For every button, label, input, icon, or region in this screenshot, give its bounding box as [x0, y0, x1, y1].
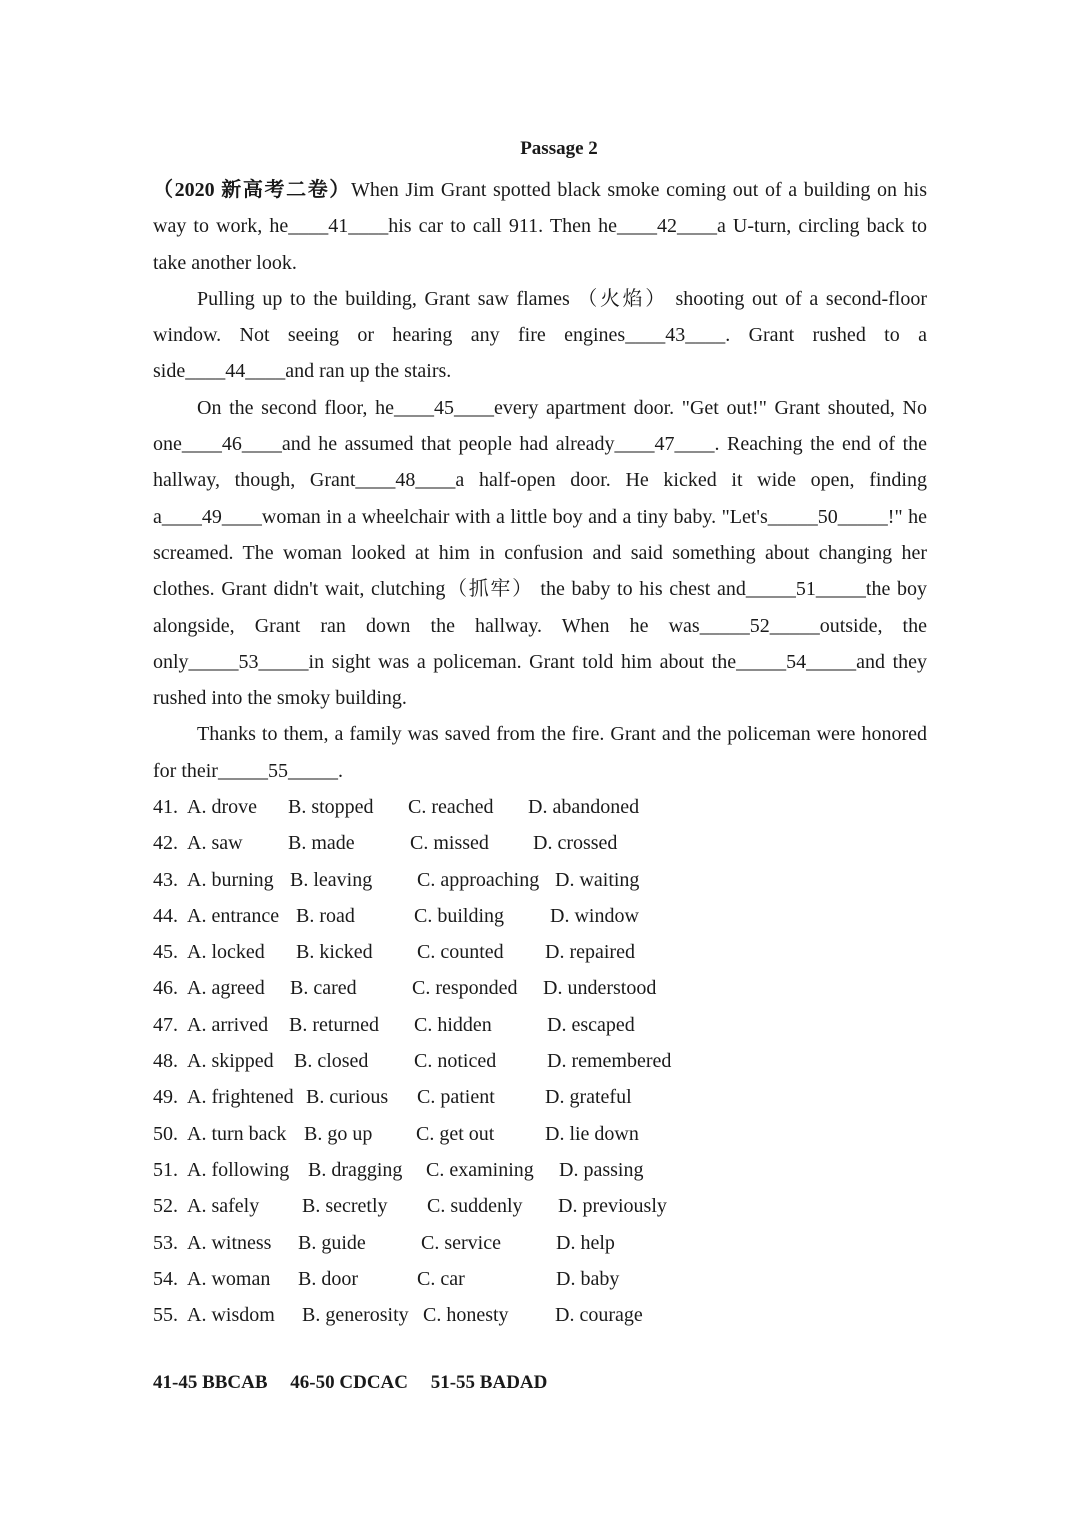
option-b: B. guide	[298, 1231, 366, 1254]
option-row	[153, 1188, 927, 1224]
option-d: D. crossed	[533, 832, 618, 855]
option-c: C. missed	[410, 832, 489, 855]
option-a: A. turn back	[187, 1122, 287, 1145]
option-d: D. courage	[555, 1304, 643, 1327]
paragraph-4: Thanks to them, a family was saved from the fire. Grant and the policeman were honored for their_____55_____.	[153, 723, 927, 782]
question-number: 41.	[153, 796, 178, 818]
option-c: C. noticed	[414, 1050, 497, 1073]
option-row	[153, 934, 927, 970]
option-b: B. returned	[289, 1013, 379, 1036]
option-d: D. help	[556, 1231, 615, 1254]
question-number: 55.	[153, 1304, 178, 1327]
option-row	[153, 789, 927, 825]
option-row	[153, 1225, 927, 1261]
option-a: A. agreed	[187, 977, 265, 1000]
source-label: （2020 新高考二卷）	[153, 179, 351, 201]
question-number: 43.	[153, 868, 178, 891]
option-b: B. secretly	[302, 1195, 388, 1218]
option-b: B. door	[298, 1267, 358, 1290]
option-a: A. following	[187, 1158, 290, 1181]
option-a: A. skipped	[187, 1050, 274, 1073]
option-c: C. patient	[417, 1086, 495, 1109]
option-a: A. safely	[187, 1195, 260, 1218]
option-row	[153, 898, 927, 934]
option-d: D. passing	[559, 1158, 644, 1181]
option-c: C. car	[417, 1267, 465, 1290]
option-a: A. locked	[187, 941, 265, 964]
option-row	[153, 1007, 927, 1043]
option-row	[153, 862, 927, 898]
answer-group: 46-50 CDCAC	[290, 1372, 408, 1393]
option-c: C. hidden	[414, 1013, 492, 1036]
option-c: C. building	[414, 904, 505, 927]
option-c: C. counted	[417, 941, 504, 964]
option-d: D. grateful	[545, 1086, 632, 1109]
option-b: B. cared	[290, 977, 357, 1000]
question-number: 47.	[153, 1013, 178, 1036]
option-b: B. stopped	[288, 796, 374, 818]
passage-title: Passage 2	[520, 138, 598, 159]
question-number: 54.	[153, 1267, 178, 1290]
option-d: D. repaired	[545, 941, 635, 964]
option-a: A. saw	[187, 832, 243, 855]
option-a: A. frightened	[187, 1086, 294, 1109]
option-c: C. suddenly	[427, 1195, 523, 1218]
question-number: 46.	[153, 977, 178, 1000]
option-d: D. window	[550, 904, 639, 927]
option-b: B. generosity	[302, 1304, 409, 1327]
option-b: B. leaving	[290, 868, 373, 891]
question-number: 52.	[153, 1195, 178, 1218]
question-number: 45.	[153, 941, 178, 964]
option-a: A. woman	[187, 1267, 271, 1290]
option-d: D. escaped	[547, 1013, 635, 1036]
option-d: D. baby	[556, 1267, 620, 1290]
option-a: A. burning	[187, 868, 274, 891]
option-row	[153, 1152, 927, 1188]
answer-group: 51-55 BADAD	[430, 1372, 548, 1393]
option-c: C. examining	[426, 1158, 534, 1181]
option-c: C. approaching	[417, 868, 540, 891]
options-list	[153, 789, 927, 1333]
option-row	[153, 1261, 927, 1297]
option-c: C. reached	[408, 796, 494, 818]
option-b: B. kicked	[296, 941, 373, 964]
option-b: B. made	[288, 832, 355, 855]
paragraph-3: On the second floor, he____45____every apartment door. "Get out!" Grant shouted, No one____46____and he assumed that people had already____47____. Reaching the end of the hallway, though, Grant____48____a half-open door. He kicked it wide open, finding a____49____woman in a wheelchair with a little boy and a tiny baby. "Let's_____50_____!" he screamed. The woman looked at him in confusion and said something about changing her clothes. Grant didn't wait, clutching（抓牢） the baby to his chest and_____51_____the boy alongside, Grant ran down the hallway. When he was_____52_____outside, the only_____53_____in sight was a policeman. Grant told him about the_____54_____and they rushed into the smoky building.	[153, 396, 927, 710]
option-d: D. waiting	[555, 868, 640, 891]
option-c: C. service	[421, 1231, 501, 1254]
option-a: A. arrived	[187, 1013, 269, 1036]
option-d: D. remembered	[547, 1050, 672, 1073]
option-d: D. lie down	[545, 1122, 639, 1145]
question-number: 53.	[153, 1231, 178, 1254]
option-b: B. road	[296, 904, 355, 927]
option-d: D. understood	[543, 977, 657, 1000]
option-b: B. curious	[306, 1086, 389, 1109]
option-row	[153, 1079, 927, 1115]
option-d: D. previously	[558, 1195, 667, 1218]
question-number: 49.	[153, 1086, 178, 1109]
passage-body	[153, 172, 927, 789]
option-b: B. dragging	[308, 1158, 403, 1181]
question-number: 51.	[153, 1158, 178, 1181]
option-c: C. responded	[412, 977, 518, 1000]
option-row	[153, 1043, 927, 1079]
answer-key	[153, 1372, 565, 1394]
option-c: C. honesty	[423, 1304, 509, 1327]
option-b: B. closed	[294, 1050, 369, 1073]
option-a: A. entrance	[187, 904, 280, 927]
question-number: 48.	[153, 1050, 178, 1073]
paragraph-text: When Jim Grant spotted black smoke coming out of a building on his way to work, he____41____his car to call 911. Then he____42____a U-turn, circling back to take another look.	[153, 179, 927, 274]
paragraph-2: Pulling up to the building, Grant saw flames （火焰） shooting out of a second-floor window. Not seeing or hearing any fire engines____43____. Grant rushed to a side____44____and ran up the stairs.	[153, 287, 927, 383]
option-a: A. drove	[187, 796, 257, 818]
option-c: C. get out	[416, 1122, 495, 1145]
paragraph-1	[153, 172, 927, 281]
option-a: A. wisdom	[187, 1304, 275, 1327]
option-b: B. go up	[304, 1122, 373, 1145]
option-d: D. abandoned	[528, 796, 640, 818]
question-number: 42.	[153, 832, 178, 855]
option-row	[153, 1297, 927, 1333]
option-a: A. witness	[187, 1231, 272, 1254]
option-row	[153, 825, 927, 861]
question-number: 50.	[153, 1122, 178, 1145]
option-row	[153, 1116, 927, 1152]
option-row	[153, 970, 927, 1006]
question-number: 44.	[153, 904, 178, 927]
answer-group: 41-45 BBCAB	[153, 1372, 268, 1393]
